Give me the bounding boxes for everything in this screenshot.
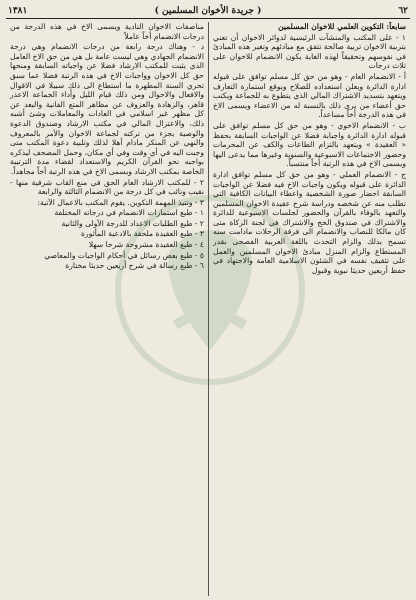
paragraph: ٢ - للمكتب الارشاد العام الحق في منع القاب شرفية منها - نقيب ونائب في كل درجة من الانضمام الثالثة والرابعة bbox=[10, 177, 204, 197]
paragraph: ٣ - وتتيذ المهمة التكوين. يقوم المكتب بالاعمال الآتية: bbox=[37, 197, 204, 207]
paragraph: مناصفات الاخوان النادية ويسمى الاخ في هذه الدرجة من درجات الانضمام أخاً عاملاً bbox=[10, 22, 204, 41]
section-heading: سابعاً: التكوين العلمي للاخوان المسلمين bbox=[278, 22, 406, 31]
list-item: ٤ - طبع العقيدة مشروحة شرحا سهلا bbox=[88, 240, 204, 250]
newspaper-page bbox=[6, 4, 410, 596]
newspaper-title: ( جريدة الأخوان المسلمين ) bbox=[154, 6, 262, 16]
right-column bbox=[208, 22, 410, 596]
paragraph: د - وهناك درجة رابعة من درجات الانضمام وهي درجة الانضمام الجهادي وهي ليست عامة بل هي من حق الاخ العامل الذي يثبت للمكتب الارشاد فضلا عن واجباته السابقة ومنحها حق كل الاخوان وواجبات الاخ في هذه الرتبة فضلا عما سبق تحري السنة المطهرة ما استطاع الى ذلك سبيلا في الاقوال والافعال والاحوال ومن ذلك قيام الليل وأداء الجماعة الاعذر قاهر، والزهادة والعزوف عن مظاهر المتع الفانية والبعد عن كل مظهر غير اسلامي في العادات والمعاملات وشئ أشبه ذلك، والاعتزال المالي في مكتب الارشاد وصندوق الدعوة والوصية بجزء من تركته لجماعة الاخوان والأمر بالمعروف والنهي عن المنكر مادام أهلا لذلك وتلبية دعوة المكتب متى وجبت اليه في أي وقت وفي أي مكان، وحمل المصحف ليذكره بواجبه نحو القرآن الكريم والاستعداد لقضاء مدة الترتيبة الخاصة بمكتب الارشاد ويسمى الاخ في هذه الرتبة أخاً مجاهداً. bbox=[10, 42, 204, 176]
paragraph: ب - الانضمام الاخوي - وهو من حق كل مسلم توافق على قبوله ادارة الدائرة واجبابة فضلا عن الواجبات السابقة بحفظ « العقيدة » ويتعهد بالتزام الطاعات والكف عن المحرمات وحضور الاجتماعات الاسبوعية والسنوية وغيرها مما يدعى اليها ويسمى الاخ في هذه الرتبة أخاً منتسباً. bbox=[213, 120, 406, 169]
list-item: ٥ - طبع بعض رسائل في أحكام الواجبات والمعاصي bbox=[44, 250, 204, 260]
left-column bbox=[6, 22, 208, 596]
list-item: ٦ - طبع رسالة في شرح أربعين حديثا مختارة bbox=[65, 261, 204, 271]
paragraph: أ - الانضمام العام - وهو من حق كل مسلم توافق على قبوله ادارة الدائرة ويعلن استعداده للصلاح ويوقع استمارة التعارف ويتعهد بتسديد الاشتراك المالي الذي يتطوع به للجماعة ويكتب حق أعضاء من يرى ذلك بالنسبة له من الاعضاء ويسمى الاخ في هذه الدرجة أخاً مساعداً. bbox=[213, 71, 406, 120]
year-number: ١٣٨١ bbox=[8, 6, 28, 16]
paragraph: ١ - على المكتب والمنشآت الرئيسية لدوائر الاخوان أن تعني بتربية الاخوان تربية صالحة تتفق مع مبادئهم وتغير هذه المبادئ في نفوسهم وتحقيقاً لهذه الغاية يكون الانضمام للاخوان على ثلاث درجات bbox=[213, 32, 406, 71]
list-item: ١ - طبع استمارات الانضمام في درجاته المختلفة bbox=[54, 208, 204, 218]
text-columns bbox=[6, 22, 410, 596]
paragraph: ج - الانضمام العملي - وهو من حق كل مسلم توافق ادارة الدائرة على قبوله ويكون واجبات الاخ فيه فضلا عن الواجبات السابقة احضار صورة الشخصية واعطاء البيانات الكافية التي تطلب منه عن شخصه ودراسة شرح عقيدة الاخوان المسلمين والتعهد بالوفاء بالقرآن والحضور لجلسات الاسبوعية للدائرة والاشتراك في صندوق الحج والاشتراك في لجنة الزكاة متى كان مالكا للنصاب والانضمام الى فرقة الرحلات مادامت سنه تسمح بذلك والزام التحدث باللغة العربية الفصحى بقدر المستطاع والزام المنزل مبادئ الاخوان المسلمين والعمل على تثقيف نفسه في الشئون الاسلامية العامة والاجتهاد في حفظ أربعين حديثا نبوية وقبول bbox=[213, 169, 406, 275]
list-item: ٣ - طبع العقيدة ملحقة بالادعية المأثورة bbox=[81, 229, 204, 239]
page-number: ٦٢ bbox=[398, 6, 408, 16]
page-header bbox=[6, 4, 410, 19]
list-item: ٢ - طبع الطلبات الاعداد للدرجة الأولى والثانية bbox=[61, 218, 204, 228]
